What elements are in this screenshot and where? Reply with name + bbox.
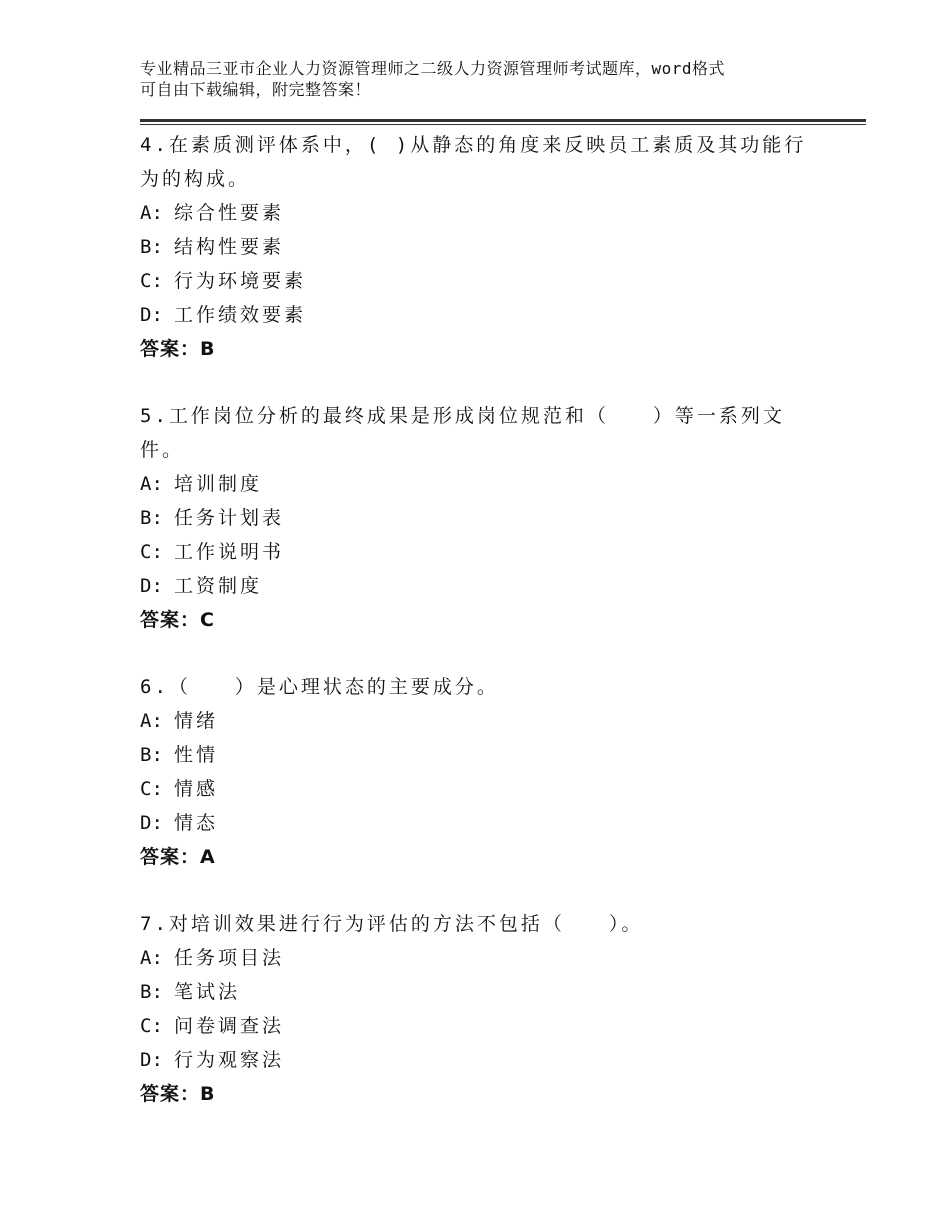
question-stem: 6.（ ）是心理状态的主要成分。 xyxy=(140,676,499,698)
option-b xyxy=(140,738,820,772)
option-text: 任务计划表 xyxy=(174,507,285,529)
answer-label: 答案：B xyxy=(140,1083,216,1105)
option-letter: D: xyxy=(140,575,163,597)
option-letter: A: xyxy=(140,202,163,224)
question-5 xyxy=(140,399,820,637)
option-d xyxy=(140,1043,820,1077)
option-a xyxy=(140,941,820,975)
question-6 xyxy=(140,670,820,874)
option-b xyxy=(140,230,820,264)
option-b xyxy=(140,501,820,535)
option-c xyxy=(140,1009,820,1043)
question-4 xyxy=(140,128,820,366)
option-letter: C: xyxy=(140,778,163,800)
option-text: 问卷调查法 xyxy=(174,1015,285,1037)
question-stem: 4.在素质测评体系中，( )从静态的角度来反映员工素质及其功能行为的构成。 xyxy=(140,134,807,190)
question-stem: 5.工作岗位分析的最终成果是形成岗位规范和（ ）等一系列文件。 xyxy=(140,405,785,461)
option-letter: D: xyxy=(140,1049,163,1071)
option-text: 工作说明书 xyxy=(174,541,285,563)
option-letter: A: xyxy=(140,710,163,732)
option-letter: D: xyxy=(140,812,163,834)
option-c xyxy=(140,264,820,298)
option-text: 笔试法 xyxy=(174,981,241,1003)
option-text: 工资制度 xyxy=(174,575,263,597)
answer-label: 答案：C xyxy=(140,609,215,631)
option-letter: B: xyxy=(140,507,163,529)
option-letter: B: xyxy=(140,744,163,766)
document-header xyxy=(140,58,840,100)
option-text: 任务项目法 xyxy=(174,947,285,969)
option-letter: D: xyxy=(140,304,163,326)
question-stem: 7.对培训效果进行行为评估的方法不包括（ ）。 xyxy=(140,913,644,935)
option-text: 工作绩效要素 xyxy=(174,304,307,326)
option-letter: A: xyxy=(140,473,163,495)
option-a xyxy=(140,196,820,230)
option-d xyxy=(140,569,820,603)
header-line-2: 可自由下载编辑，附完整答案！ xyxy=(140,80,372,99)
header-line-1: 专业精品三亚市企业人力资源管理师之二级人力资源管理师考试题库，word格式 xyxy=(140,59,726,78)
option-text: 行为观察法 xyxy=(174,1049,285,1071)
option-letter: C: xyxy=(140,270,163,292)
header-divider xyxy=(140,119,866,125)
question-list xyxy=(140,128,820,1144)
option-letter: C: xyxy=(140,1015,163,1037)
option-a xyxy=(140,467,820,501)
option-d xyxy=(140,806,820,840)
option-d xyxy=(140,298,820,332)
option-text: 结构性要素 xyxy=(174,236,285,258)
option-b xyxy=(140,975,820,1009)
answer-label: 答案：A xyxy=(140,846,216,868)
option-text: 综合性要素 xyxy=(174,202,285,224)
option-text: 行为环境要素 xyxy=(174,270,307,292)
option-letter: B: xyxy=(140,236,163,258)
option-a xyxy=(140,704,820,738)
option-letter: A: xyxy=(140,947,163,969)
option-c xyxy=(140,772,820,806)
option-text: 培训制度 xyxy=(174,473,263,495)
answer-label: 答案：B xyxy=(140,338,216,360)
option-c xyxy=(140,535,820,569)
option-text: 情态 xyxy=(174,812,219,834)
option-letter: C: xyxy=(140,541,163,563)
option-letter: B: xyxy=(140,981,163,1003)
option-text: 情绪 xyxy=(174,710,219,732)
option-text: 性情 xyxy=(174,744,219,766)
option-text: 情感 xyxy=(174,778,219,800)
question-7 xyxy=(140,907,820,1111)
